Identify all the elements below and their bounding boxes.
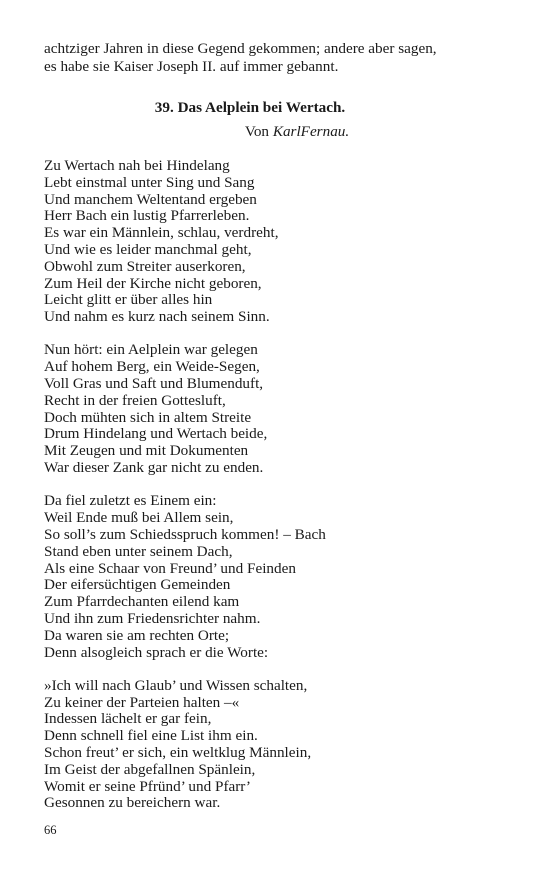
verse-line: Leicht glitt er über alles hin bbox=[44, 291, 213, 309]
verse-line: Nun hört: ein Aelplein war gelegen bbox=[44, 341, 258, 359]
verse-line: Voll Gras und Saft und Blumenduft, bbox=[44, 375, 264, 393]
author-name: KarlFernau. bbox=[272, 123, 350, 140]
verse-line: Zu keiner der Parteien halten –« bbox=[44, 693, 240, 711]
verse-line: Recht in der freien Gottesluft, bbox=[44, 391, 226, 409]
verse-line: Gesonnen zu bereichern war. bbox=[44, 794, 221, 812]
verse-line: Und nahm es kurz nach seinem Sinn. bbox=[44, 308, 270, 326]
intro-paragraph bbox=[44, 40, 456, 76]
verse-line: Schon freut’ er sich, ein weltklug Männlein, bbox=[44, 744, 312, 761]
verse-line: Denn alsogleich sprach er die Worte: bbox=[44, 643, 269, 661]
verse-line: Und wie es leider manchmal geht, bbox=[44, 240, 252, 258]
verse-line: Es war ein Männlein, schlau, verdreht, bbox=[44, 224, 279, 242]
verse-line: Weil Ende muß bei Allem sein, bbox=[44, 509, 234, 527]
verse-line: Zu Wertach nah bei Hindelang bbox=[44, 157, 230, 174]
verse-line: Der eifersüchtigen Gemeinden bbox=[44, 576, 231, 594]
verse-line: Da waren sie am rechten Orte; bbox=[44, 626, 230, 644]
verse-line: Zum Pfarrdechanten eilend kam bbox=[44, 593, 240, 611]
intro-text bbox=[44, 40, 456, 76]
verse-line: Im Geist der abgefallnen Spänlein, bbox=[44, 760, 256, 778]
page-number: 66 bbox=[44, 823, 57, 837]
stanza-4 bbox=[44, 678, 484, 812]
intro-line: achtziger Jahren in diese Gegend gekommen; andere aber sagen, bbox=[44, 40, 437, 57]
verse-line: Herr Bach ein lustig Pfarrerleben. bbox=[44, 207, 250, 225]
poem-author bbox=[44, 123, 456, 141]
poem-body bbox=[44, 158, 484, 829]
verse-line: Da fiel zuletzt es Einem ein: bbox=[44, 492, 217, 510]
verse-line: Obwohl zum Streiter auserkoren, bbox=[44, 257, 246, 275]
verse-line: Zum Heil der Kirche nicht geboren, bbox=[44, 274, 262, 292]
verse-line: Denn schnell fiel eine List ihm ein. bbox=[44, 727, 258, 745]
verse-line: Indessen lächelt er gar fein, bbox=[44, 710, 212, 728]
verse-line: Lebt einstmal unter Sing und Sang bbox=[44, 173, 255, 191]
verse-line: War dieser Zank gar nicht zu enden. bbox=[44, 459, 264, 477]
verse-line: Mit Zeugen und mit Dokumenten bbox=[44, 442, 249, 460]
poem-title: 39. Das Aelplein bei Wertach. bbox=[154, 99, 346, 116]
stanza-2 bbox=[44, 342, 484, 476]
verse-line: »Ich will nach Glaub’ und Wissen schalten, bbox=[44, 676, 308, 694]
verse-line: Drum Hindelang und Wertach beide, bbox=[44, 425, 268, 443]
verse-line: Auf hohem Berg, ein Weide-Segen, bbox=[44, 358, 260, 376]
verse-line: Stand eben unter seinem Dach, bbox=[44, 542, 233, 560]
author-prefix: Von bbox=[244, 123, 273, 140]
verse-line: Womit er seine Pfründ’ und Pfarr’ bbox=[44, 777, 251, 795]
verse-line: Als eine Schaar von Freund’ und Feinden bbox=[44, 559, 296, 577]
verse-line: Doch mühten sich in altem Streite bbox=[44, 408, 252, 426]
verse-line: Und ihn zum Friedensrichter nahm. bbox=[44, 609, 261, 627]
stanza-3 bbox=[44, 493, 484, 661]
stanza-1 bbox=[44, 158, 484, 326]
verse-line: Und manchem Weltentand ergeben bbox=[44, 190, 257, 208]
verse-line: So soll’s zum Schiedsspruch kommen! – Bach bbox=[44, 525, 326, 543]
intro-line: es habe sie Kaiser Joseph II. auf immer gebannt. bbox=[44, 58, 339, 75]
